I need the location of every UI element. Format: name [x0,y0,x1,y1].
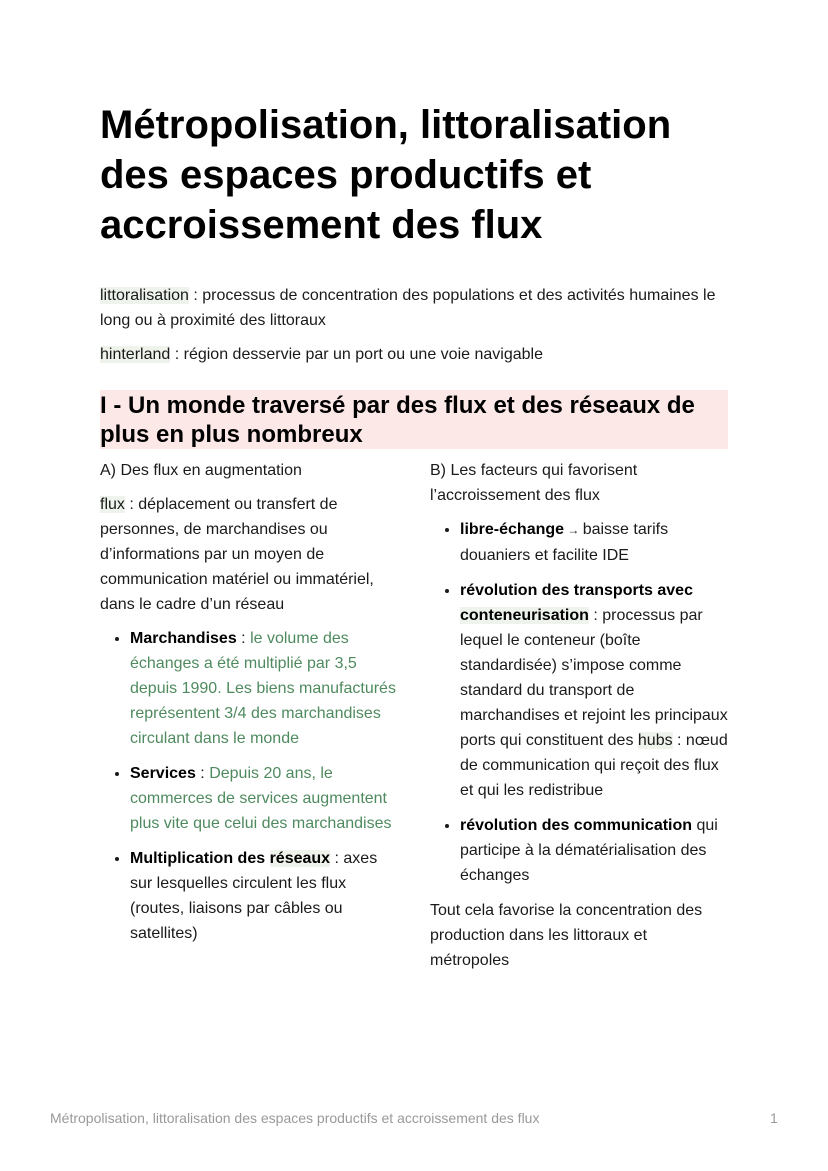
list-item [460,517,730,568]
list-item [130,846,400,946]
item-label: Services [130,765,196,782]
list-item [460,813,730,888]
item-label-highlight: conteneurisation [460,607,589,624]
term: hinterland [100,346,171,363]
definition-text: : processus de concentration des populations et des activités humaines le long ou à proximité des littoraux [100,287,716,329]
left-column [100,458,400,956]
item-label: révolution des transports avec [460,582,693,599]
item-label: libre-échange [460,521,565,538]
item-text: le volume des échanges a été multiplié par 3,5 depuis 1990. Les biens manufacturés représentent 3/4 des marchandises circulant dans le monde [130,630,396,747]
list-item [130,626,400,751]
term: hubs [637,732,673,749]
item-label: révolution des communication [460,817,693,834]
definition-hinterland [100,342,740,367]
definition-littoralisation [100,283,740,333]
item-label: Marchandises [130,630,237,647]
flux-list [100,626,400,946]
page-title: Métropolisation, littoralisation des espaces productifs et accroissement des flux [100,103,672,247]
item-text: : processus par lequel le conteneur (boîte standardisée) s’impose comme standard du transport de marchandises et rejoint les principaux ports qui constituent des [460,607,728,749]
definitions [100,283,740,376]
subheading-b: B) Les facteurs qui favorisent l’accroissement des flux [430,462,638,504]
factors-list [430,517,730,888]
separator: : [195,765,210,782]
item-text: qui participe à la dématérialisation des échanges [460,817,718,884]
right-column [430,458,730,982]
definition-text: : région desservie par un port ou une voie navigable [170,346,543,363]
item-text: : nœud de communication qui reçoit des flux et qui les redistribue [460,732,728,799]
item-text: : axes sur lesquelles circulent les flux (routes, liaisons par câbles ou satellites) [130,850,378,942]
item-text: Depuis 20 ans, le commerces de services augmentent plus vite que celui des marchandises [130,765,392,832]
section-heading: I - Un monde traversé par des flux et des réseaux de plus en plus nombreux [100,390,728,449]
footer-text: Métropolisation, littoralisation des espaces productifs et accroissement des flux [50,1110,540,1126]
item-label-highlight: réseaux [269,850,331,867]
list-item [460,578,730,803]
separator: : [236,630,251,647]
term: flux [100,496,125,513]
page-number: 1 [770,1110,778,1126]
definition-text: : déplacement ou transfert de personnes, de marchandises ou d’informations par un moyen de communication matériel ou immatériel, dans le cadre d’un réseau [100,496,374,613]
arrow-icon: → [564,523,583,537]
subheading-a: A) Des flux en augmentation [100,462,302,479]
conclusion: Tout cela favorise la concentration des production dans les littoraux et métropoles [430,902,703,969]
item-label: Multiplication des [130,850,270,867]
definition-flux [100,492,400,617]
item-text: baisse tarifs douaniers et facilite IDE [460,521,669,564]
term: littoralisation [100,287,189,304]
list-item [130,761,400,836]
